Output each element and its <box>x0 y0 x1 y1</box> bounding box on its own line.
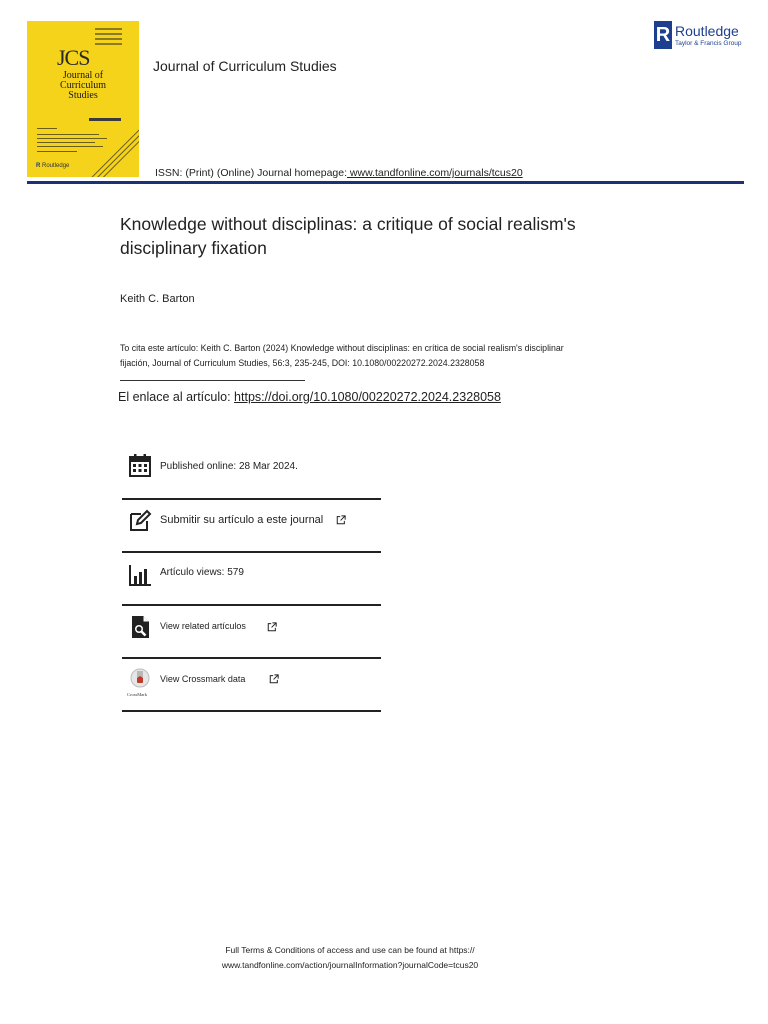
calendar-icon <box>128 453 152 477</box>
terms-footer: Full Terms & Conditions of access and use can be found at https:// www.tandfonline.com/action/journalInformation?journalCode=tcus20 <box>150 943 550 973</box>
related-articles-label[interactable]: View related artículos <box>160 621 246 631</box>
crossmark-label[interactable]: View Crossmark data <box>160 674 246 684</box>
publisher-name: Routledge <box>675 23 739 39</box>
submit-article-row[interactable] <box>122 500 381 553</box>
crossmark-icon <box>128 668 152 692</box>
cover-logo: JCS <box>57 45 90 70</box>
terms-link[interactable]: www.tandfonline.com/action/journalInformation?journalCode=tcus20 <box>221 960 479 970</box>
article-link-line <box>118 390 501 404</box>
crossmark-caption: CrossMark <box>127 692 147 697</box>
submit-article-label[interactable]: Submitir su artículo a este journal <box>160 514 324 526</box>
cover-publisher: R Routledge <box>36 163 70 169</box>
crossmark-row[interactable] <box>122 659 381 712</box>
header-divider <box>27 181 744 184</box>
cover-issn-block <box>95 25 125 51</box>
cover-title: Journal of Curriculum Studies <box>59 70 107 101</box>
journal-homepage-link[interactable]: www.tandfonline.com/journals/tcus20 <box>347 167 523 179</box>
citation: To cita este artículo: Keith C. Barton (2024) Knowledge without disciplinas: en crítica de social realism's disciplinar fijación, Journal of Curriculum Studies, 56:3, 235-245, DOI: 10.1080/00220272.2024.2328058 <box>120 343 564 368</box>
related-articles-row[interactable] <box>122 606 381 659</box>
article-author: Keith C. Barton <box>120 293 195 305</box>
article-views-row <box>122 553 381 606</box>
issn-text: ISSN: (Print) (Online) Journal homepage: <box>155 167 347 179</box>
external-link-icon[interactable] <box>336 515 346 525</box>
search-document-icon <box>128 615 152 639</box>
external-link-icon[interactable] <box>269 674 279 684</box>
journal-title: Journal of Curriculum Studies <box>153 58 337 74</box>
published-online-label: Published online: 28 Mar 2024. <box>160 461 298 472</box>
citation-divider <box>120 380 305 381</box>
issn-line <box>155 167 523 179</box>
article-link-label: El enlace al artículo: <box>118 390 235 404</box>
publisher-logo[interactable] <box>654 21 746 51</box>
article-views-label: Artículo views: 579 <box>160 567 244 578</box>
published-online-row <box>122 453 381 500</box>
edit-icon <box>128 509 152 533</box>
external-link-icon[interactable] <box>267 622 277 632</box>
article-doi-link[interactable]: https://doi.org/10.1080/00220272.2024.2328058 <box>234 390 501 404</box>
journal-cover-image <box>27 21 139 177</box>
routledge-r-icon: R <box>654 21 672 49</box>
bar-chart-icon <box>128 563 152 587</box>
article-title: Knowledge without disciplinas: a critique of social realism's disciplinary fixation <box>120 214 576 258</box>
publisher-group: Taylor & Francis Group <box>675 40 742 47</box>
article-info-list <box>122 453 381 712</box>
